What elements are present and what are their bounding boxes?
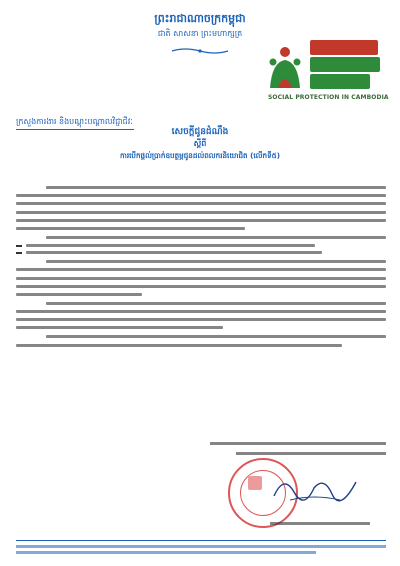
lunar-date-line	[210, 442, 386, 445]
bullet-item	[16, 251, 386, 254]
kingdom-title: ព្រះរាជាណាចក្រកម្ពុជា	[154, 12, 246, 25]
kingdom-header	[120, 12, 280, 59]
paragraph-3	[16, 260, 386, 296]
signatory-name-line	[270, 522, 370, 525]
notice-body	[16, 186, 386, 353]
family-emblem-icon	[264, 44, 306, 90]
notice-title: សេចក្តីជូនដំណឹង	[171, 127, 229, 137]
bullet-item	[16, 244, 386, 247]
national-motto: ជាតិ សាសនា ព្រះមហាក្សត្រ	[157, 29, 243, 38]
footer-contact-line	[16, 551, 316, 554]
ministry-name: ក្រសួងការងារ និងបណ្តុះបណ្តាលវិជ្ជាជីវៈ	[16, 117, 133, 126]
notice-subject-label: ស្តីពី	[193, 139, 207, 148]
ornament-divider-icon	[170, 47, 230, 55]
paragraph-5	[16, 335, 386, 346]
paragraph-4	[16, 302, 386, 330]
paragraph-1	[16, 186, 386, 230]
solar-date-line	[236, 452, 386, 455]
paragraph-2	[16, 236, 386, 254]
signature-icon	[270, 468, 360, 508]
social-protection-logo	[262, 38, 389, 110]
notice-subject: ការបើកផ្តល់ប្រាក់ឧបត្ថម្ភជូនដល់ពលករនិយោជិត (លើកទី៥)	[119, 151, 281, 160]
logo-english-text: SOCIAL PROTECTION IN CAMBODIA	[268, 94, 389, 101]
footer-rule	[16, 540, 386, 541]
footer-address-line	[16, 545, 386, 548]
logo-khmer-wordmark	[310, 40, 380, 91]
